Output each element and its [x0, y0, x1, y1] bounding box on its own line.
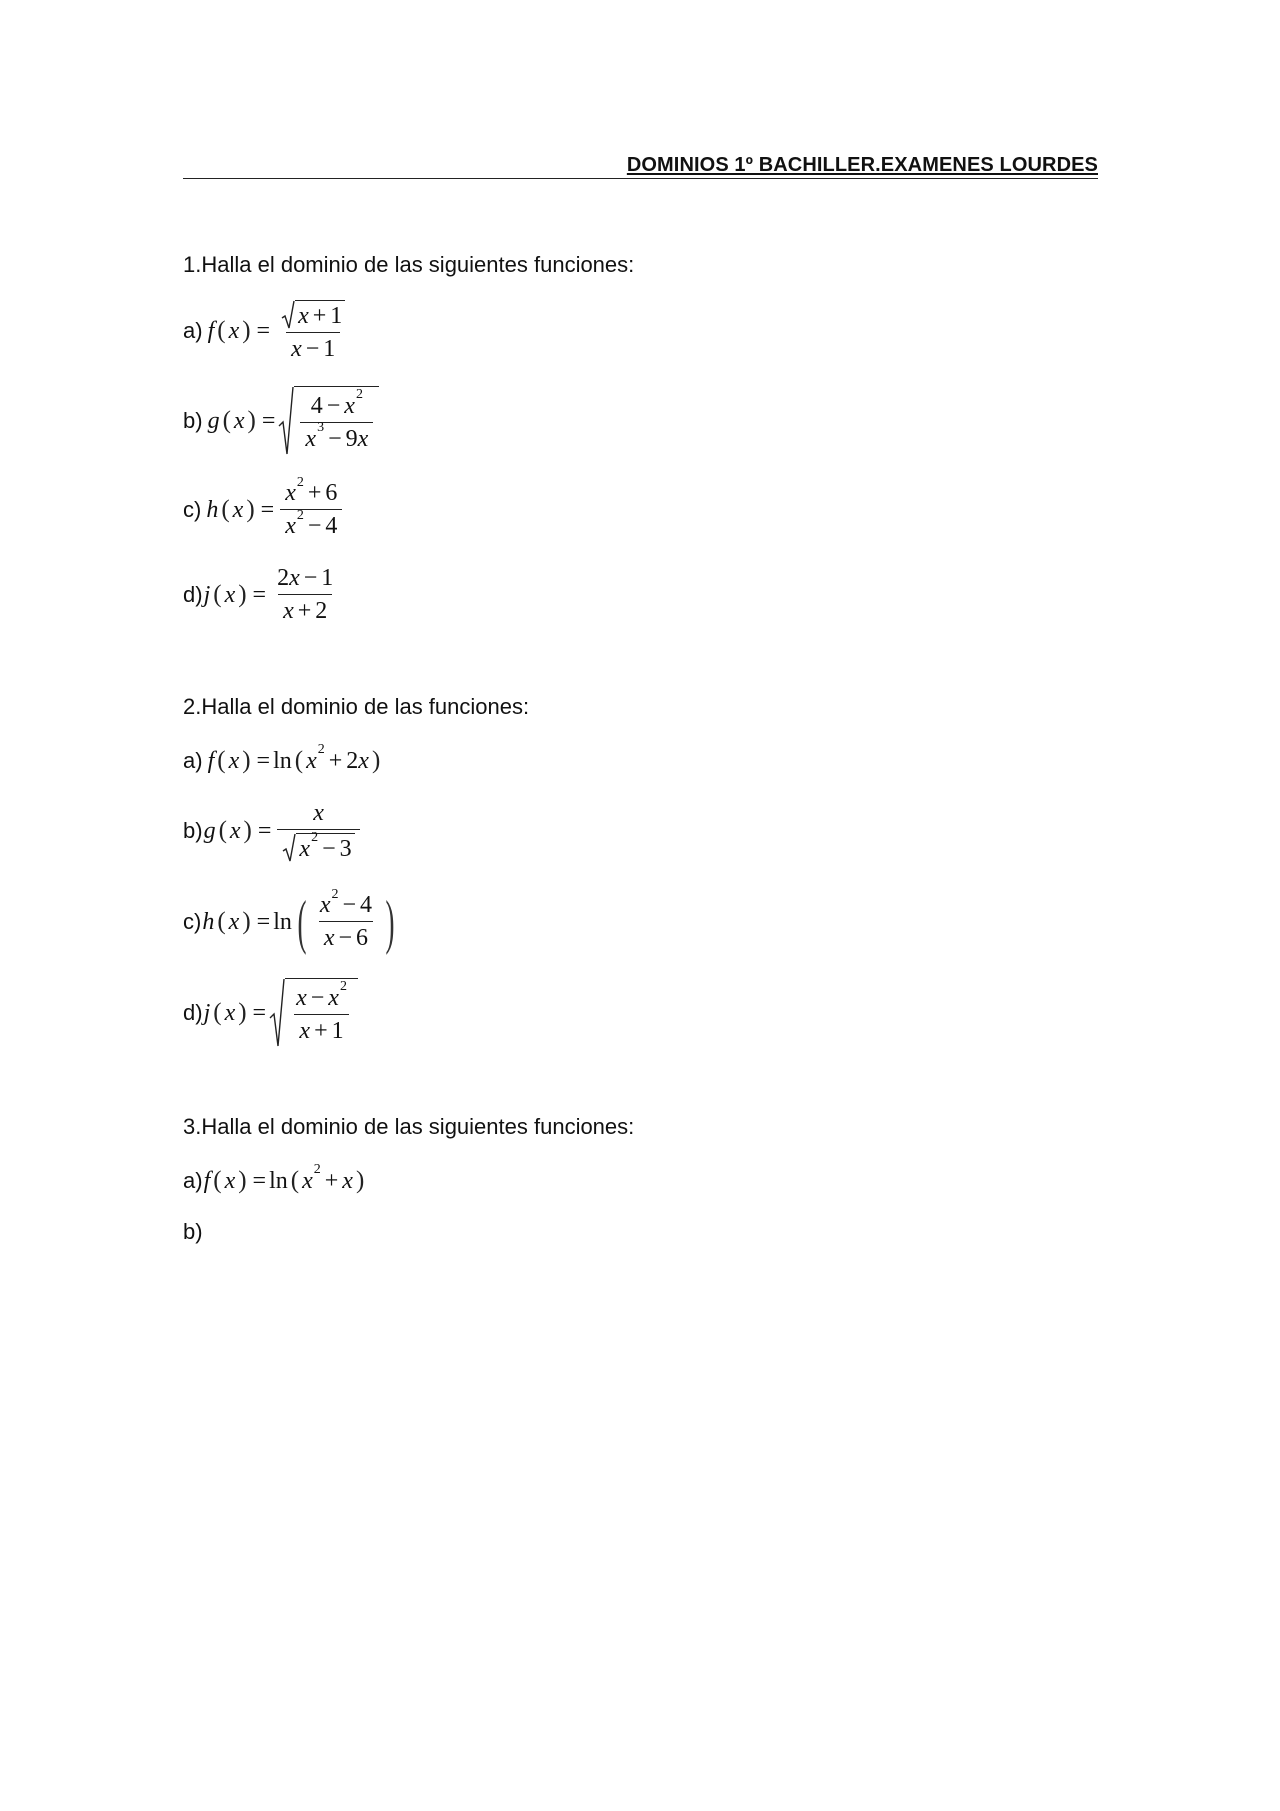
- exercise-label: b): [183, 818, 203, 843]
- formula: f ( x ) = ln ( x 2 + x ): [203, 1162, 365, 1194]
- formula: g ( x ) = 4 − x 2 x 3 − 9 x: [208, 386, 380, 456]
- header-title: DOMINIOS 1º BACHILLER.EXAMENES LOURDES: [626, 154, 1098, 176]
- exercise-label: c): [183, 909, 202, 934]
- exercise-label: a): [183, 1168, 203, 1193]
- formula: h ( x ) = x 2 + 6 x 2 − 4: [206, 480, 345, 540]
- formula: g ( x ) = x x 2 − 3: [204, 800, 363, 863]
- section-2-heading: 2.Halla el dominio de las funciones:: [183, 694, 530, 719]
- exercise-2c: [183, 882, 400, 962]
- formula: f ( x ) = ln ( x 2 + 2 x ): [207, 742, 381, 774]
- exercise-label: d): [183, 1000, 203, 1025]
- formula: j ( x ) = 2 x − 1 x + 2: [203, 565, 334, 624]
- formula: h ( x ) = ln ( x 2 − 4 x − 6 ): [202, 886, 395, 955]
- exercise-label: a): [183, 318, 203, 343]
- exercise-3a: [183, 1141, 367, 1221]
- section-3-heading: 3.Halla el dominio de las siguientes funciones:: [183, 1114, 635, 1139]
- formula: f ( x ) = x + 1 x − 1: [208, 300, 354, 363]
- exercise-label: a): [183, 748, 203, 773]
- exercise-label: d): [183, 582, 203, 607]
- exercise-label: c): [183, 497, 202, 522]
- exercise-1b: [183, 381, 379, 461]
- exercise-2b: [183, 791, 363, 871]
- header-rule: [183, 178, 1098, 179]
- exercise-1d: [183, 555, 341, 635]
- formula: j ( x ) = x − x 2 x + 1: [204, 978, 358, 1048]
- exercise-2d: [183, 973, 358, 1053]
- exercise-label: b): [183, 1219, 203, 1244]
- exercise-2a: [183, 721, 383, 801]
- section-1-heading: 1.Halla el dominio de las siguientes funciones:: [183, 252, 635, 277]
- exercise-3b: [183, 1192, 208, 1272]
- exercise-1a: [183, 291, 353, 371]
- exercise-1c: [183, 470, 345, 550]
- exercise-label: b): [183, 408, 203, 433]
